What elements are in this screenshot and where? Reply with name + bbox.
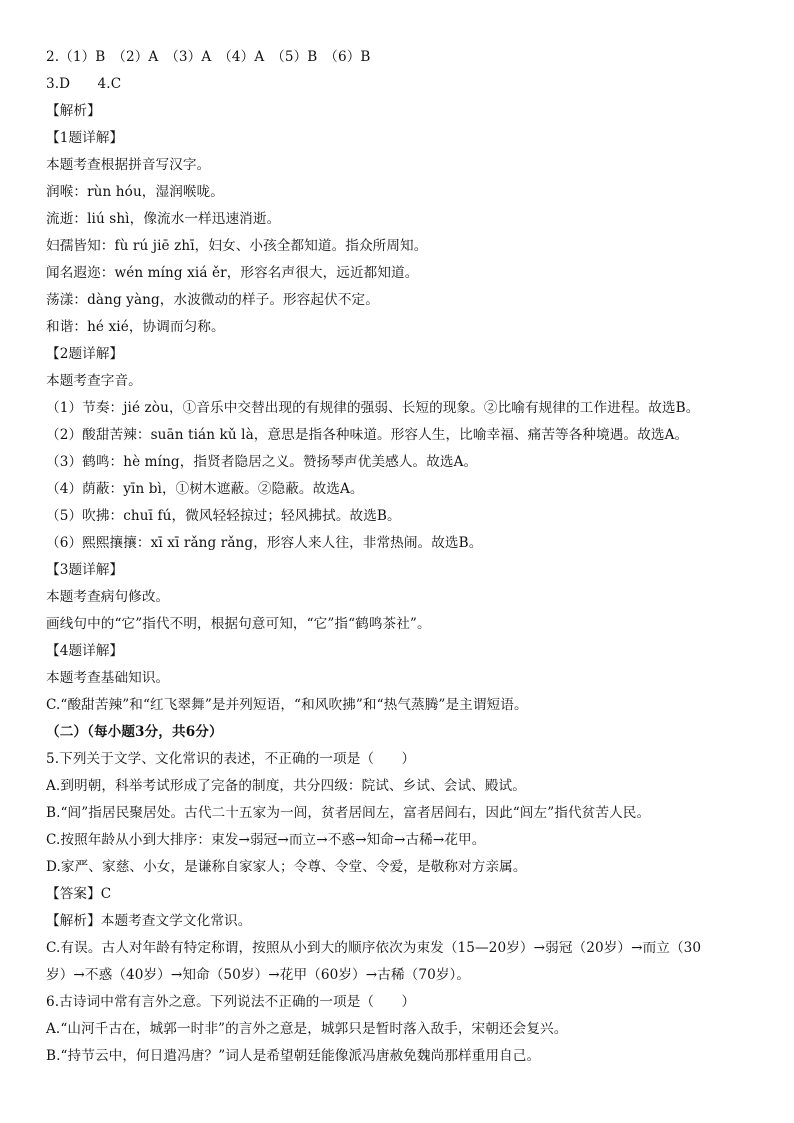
q4-detail-heading: 【4题详解】	[46, 643, 124, 659]
q6-stem: 6.古诗词中常有言外之意。下列说法不正确的一项是（ ）	[46, 994, 416, 1010]
answer-line-q3-q4: 3.D 4.C	[46, 76, 122, 92]
q2-item-3: （3）鹤鸣：hè míng，指贤者隐居之义。赞扬琴声优美感人。故选A。	[46, 454, 478, 470]
q5-option-c: C.按照年龄从小到大排序：束发→弱冠→而立→不惑→知命→古稀→花甲。	[46, 832, 486, 848]
q4-explanation: C.“酸甜苦辣”和“红飞翠舞”是并列短语，“和风吹拂”和“热气蒸腾”是主谓短语。	[46, 697, 528, 713]
q1-detail-heading: 【1题详解】	[46, 130, 124, 146]
q3-detail-heading: 【3题详解】	[46, 562, 124, 578]
q3-intro: 本题考查病句修改。	[46, 589, 170, 605]
q1-item-wenmingxiaer: 闻名遐迩：wén míng xiá ěr，形容名声很大，远近都知道。	[46, 265, 419, 281]
q1-item-dangyang: 荡漾：dàng yàng，水波微动的样子。形容起伏不定。	[46, 292, 379, 308]
section-two-heading: （二）（每小题3分，共6分）	[46, 724, 223, 740]
q5-analysis: 【解析】本题考查文学文化常识。	[46, 913, 252, 929]
q1-intro: 本题考查根据拼音写汉字。	[46, 157, 211, 173]
q3-explanation: 画线句中的“它”指代不明，根据句意可知，“它”指“鹤鸣茶社”。	[46, 616, 431, 632]
q2-item-2: （2）酸甜苦辣：suān tián kǔ là，意思是指各种味道。形容人生，比喻幸福、痛苦等各种境遇。故选A。	[46, 427, 689, 443]
q2-detail-heading: 【2题详解】	[46, 346, 124, 362]
q5-option-d: D.家严、家慈、小女，是谦称自家家人；令尊、令堂、令爱，是敬称对方亲属。	[46, 859, 527, 875]
q2-item-5: （5）吹拂：chuī fú，微风轻轻掠过；轻风拂拭。故选B。	[46, 508, 401, 524]
answer-line-q2: 2.（1）B （2）A （3）A （4）A （5）B （6）B	[46, 49, 371, 65]
q6-option-a: A.“山河千古在，城郭一时非”的言外之意是，城郭只是暂时落入敌手，宋朝还会复兴。	[46, 1021, 568, 1037]
q2-item-6: （6）熙熙攘攘：xī xī rǎng rǎng，形容人来人往，非常热闹。故选B。	[46, 535, 483, 551]
q1-item-liushi: 流逝：liú shì，像流水一样迅速消逝。	[46, 211, 281, 227]
q2-item-4: （4）荫蔽：yīn bì，①树木遮蔽。②隐蔽。故选A。	[46, 481, 364, 497]
q5-stem: 5.下列关于文学、文化常识的表述，不正确的一项是（ ）	[46, 751, 416, 767]
q2-intro: 本题考查字音。	[46, 373, 142, 389]
analysis-heading: 【解析】	[46, 103, 101, 119]
q5-option-b: B.“闾”指居民聚居处。古代二十五家为一闾，贫者居闾左，富者居闾右，因此“闾左”指代贫苦人民。	[46, 805, 651, 821]
q1-item-furujiezhi: 妇孺皆知：fù rú jiē zhī，妇女、小孩全都知道。指众所周知。	[46, 238, 428, 254]
q5-explanation-1: C.有误。古人对年龄有特定称谓，按照从小到大的顺序依次为束发（15—20岁）→弱冠（20岁）→而立（30	[46, 940, 702, 956]
q5-option-a: A.到明朝，科举考试形成了完备的制度，共分四级：院试、乡试、会试、殿试。	[46, 778, 526, 794]
q4-intro: 本题考查基础知识。	[46, 670, 170, 686]
q2-item-1: （1）节奏：jié zòu，①音乐中交替出现的有规律的强弱、长短的现象。②比喻有规律的工作进程。故选B。	[46, 400, 700, 416]
q6-option-b: B.“持节云中，何日遣冯唐？”词人是希望朝廷能像派冯唐赦免魏尚那样重用自己。	[46, 1048, 541, 1064]
q5-answer: 【答案】C	[46, 886, 112, 902]
q1-item-runhou: 润喉：rùn hóu，湿润喉咙。	[46, 184, 224, 200]
q5-explanation-2: 岁）→不惑（40岁）→知命（50岁）→花甲（60岁）→古稀（70岁）。	[46, 967, 471, 983]
q1-item-hexie: 和谐：hé xié，协调而匀称。	[46, 319, 225, 335]
